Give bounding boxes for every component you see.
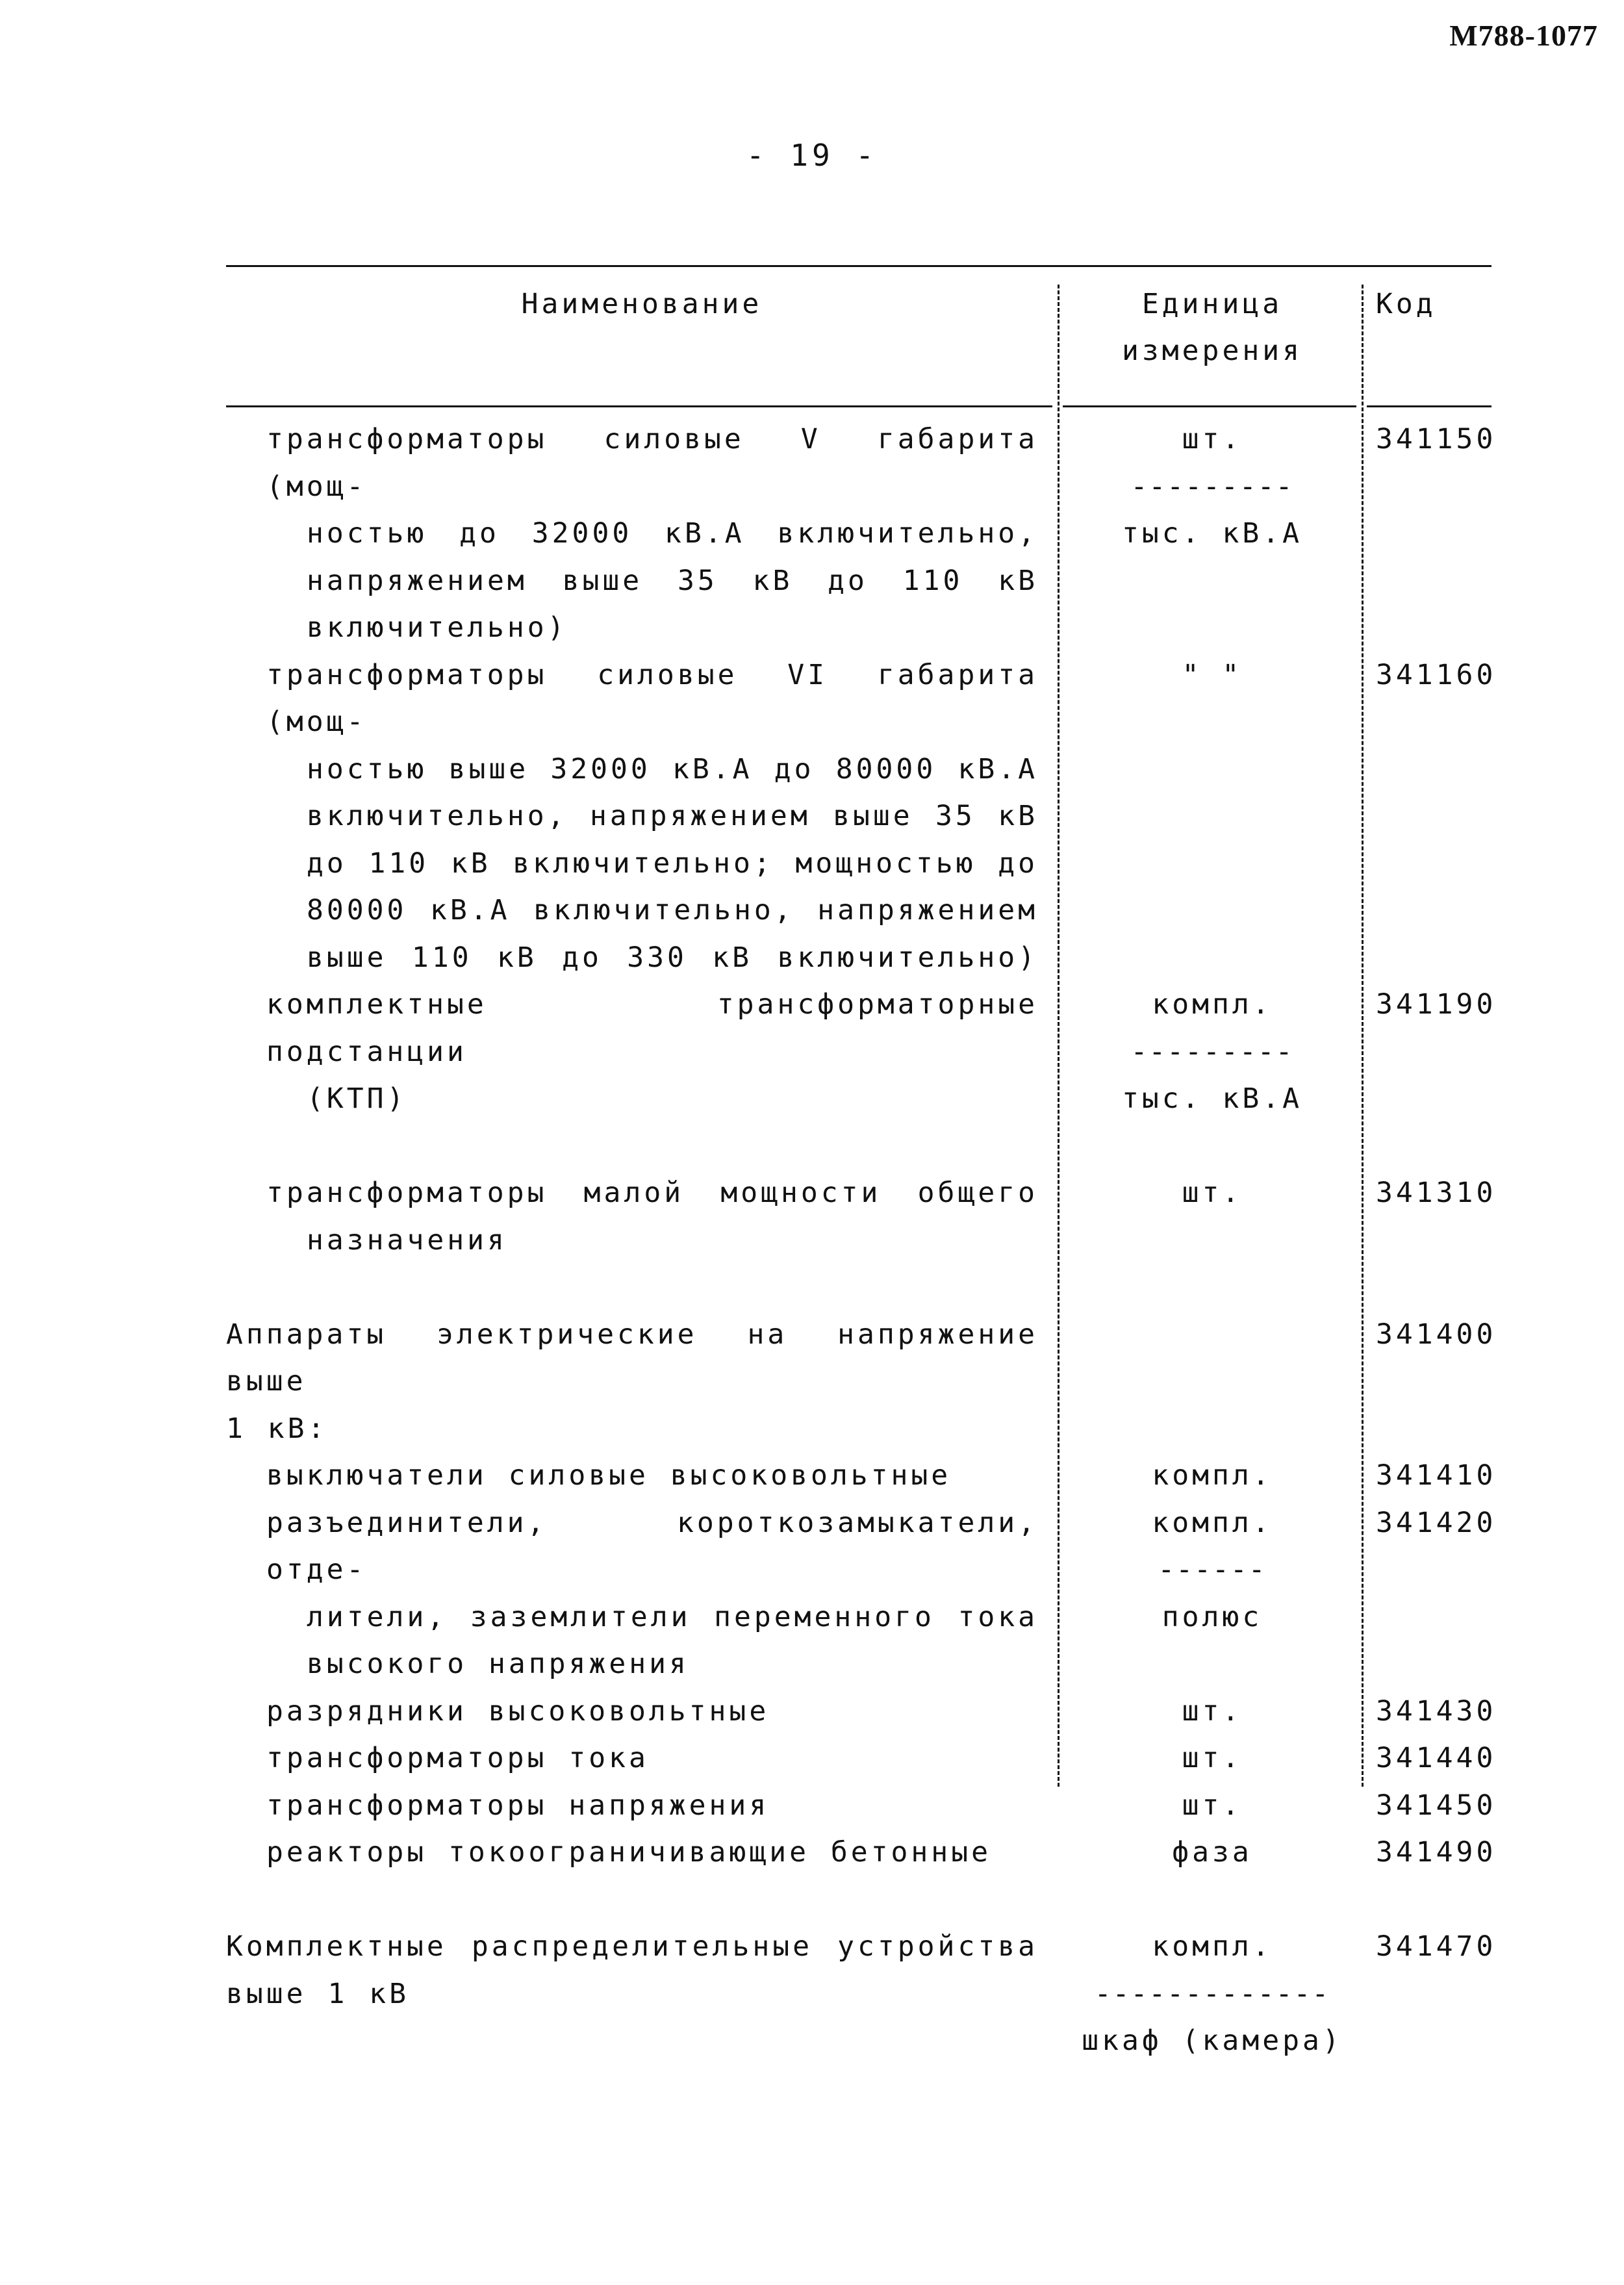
row-code: 341310	[1376, 1177, 1497, 1209]
row-code: 341420	[1376, 1506, 1497, 1539]
row-unit-line: ------	[1158, 1553, 1267, 1586]
row-name-line: трансформаторы напряжения	[266, 1789, 770, 1822]
header-code: Код	[1376, 288, 1436, 320]
header-rule-code	[1367, 405, 1491, 407]
row-unit-line: шт.	[1182, 1789, 1243, 1822]
row-name-line: комплектные трансформаторные подстанции	[266, 988, 1038, 1068]
table-row	[226, 1782, 1497, 1830]
row-name	[226, 1169, 1038, 1264]
row-code: 341470	[1376, 1930, 1497, 1963]
row-name-line: 80000 кВ.А включительно, напряжением	[307, 894, 1038, 926]
table-row	[226, 416, 1497, 652]
row-unit	[1063, 1735, 1362, 1782]
row-name-line: трансформаторы силовые VI габарита (мощ-	[266, 658, 1038, 738]
row-name-line: включительно, напряжением выше 35 кВ	[307, 800, 1038, 832]
row-name	[226, 1688, 1038, 1735]
row-unit-line: шт.	[1182, 1694, 1243, 1728]
row-name	[226, 981, 1038, 1169]
row-unit-line: компл.	[1152, 1506, 1273, 1539]
row-unit-line: шт.	[1182, 1742, 1243, 1774]
row-unit-line: ---------	[1130, 470, 1294, 503]
row-name	[226, 1735, 1038, 1782]
table-row	[226, 1500, 1497, 1688]
row-name-line: трансформаторы силовые V габарита (мощ-	[266, 423, 1038, 503]
row-unit-line: тыс. кВ.А	[1122, 1082, 1302, 1115]
table-row	[226, 1311, 1497, 1453]
row-unit	[1063, 1923, 1362, 2065]
header-rule-name	[226, 405, 1052, 407]
row-unit-line: -------------	[1094, 1977, 1330, 2010]
row-unit-line: ---------	[1130, 1035, 1294, 1068]
row-name	[226, 1923, 1038, 2017]
table-row	[226, 1688, 1497, 1735]
row-unit	[1063, 1500, 1362, 1641]
document-id: М788-1077	[1449, 19, 1598, 52]
table-row	[226, 1735, 1497, 1782]
row-unit-line: компл.	[1152, 1459, 1273, 1492]
row-name-line: разъединители, короткозамыкатели, отде-	[266, 1506, 1038, 1586]
row-name-line: реакторы токоограничивающие бетонные	[266, 1836, 991, 1869]
row-spacer	[226, 1876, 1491, 1924]
row-spacer	[226, 1264, 1491, 1311]
table-row	[226, 1923, 1497, 2057]
page-number: - 19 -	[746, 138, 878, 173]
row-code: 341410	[1376, 1459, 1497, 1492]
row-unit-line: компл.	[1152, 1930, 1273, 1963]
table-row	[226, 981, 1497, 1169]
table-row	[226, 652, 1497, 982]
row-name	[226, 1500, 1038, 1688]
header-unit-line1: Единица	[1141, 288, 1283, 320]
row-unit-line: " "	[1182, 658, 1243, 691]
table-row	[226, 1169, 1497, 1264]
row-name-line: выше 110 кВ до 330 кВ включительно)	[307, 941, 1038, 974]
row-unit	[1063, 1688, 1362, 1735]
row-unit	[1063, 1782, 1362, 1830]
header-name: Наименование	[521, 288, 763, 320]
row-name-line: до 110 кВ включительно; мощностью до	[307, 847, 1038, 880]
row-code: 341400	[1376, 1318, 1497, 1351]
table-top-rule	[226, 265, 1491, 267]
row-unit-line: шкаф (камера)	[1082, 2024, 1343, 2057]
row-code: 341160	[1376, 658, 1497, 691]
row-unit-line: шт.	[1182, 423, 1243, 455]
row-name-line: Комплектные распределительные устройства	[226, 1930, 1038, 1963]
row-unit-line: полюс	[1161, 1600, 1263, 1633]
row-name-line: (КТП)	[307, 1082, 407, 1115]
row-code: 341430	[1376, 1694, 1497, 1728]
row-unit	[1063, 1452, 1362, 1500]
table-row	[226, 1829, 1497, 1876]
row-name-line: включительно)	[307, 611, 568, 644]
row-name	[226, 1311, 1038, 1453]
row-name-line: выключатели силовые высоковольтные	[266, 1459, 952, 1492]
row-unit-line: фаза	[1172, 1836, 1252, 1869]
row-unit-line: шт.	[1182, 1177, 1243, 1209]
row-code: 341190	[1376, 988, 1497, 1021]
row-code: 341150	[1376, 423, 1497, 455]
row-name-line: разрядники высоковольтные	[266, 1694, 770, 1728]
row-name-line: лители, заземлители переменного тока	[307, 1600, 1038, 1633]
table-row	[226, 1452, 1497, 1500]
header-unit	[1063, 281, 1362, 374]
row-name	[226, 416, 1038, 652]
row-name	[226, 1452, 1038, 1500]
row-unit-line: тыс. кВ.А	[1122, 517, 1302, 550]
row-unit	[1063, 1169, 1362, 1217]
header-rule-unit	[1063, 405, 1356, 407]
row-name-line: 1 кВ:	[226, 1412, 328, 1445]
row-code: 341440	[1376, 1742, 1497, 1774]
row-name-line: ностью до 32000 кВ.А включительно,	[307, 517, 1038, 550]
row-code: 341490	[1376, 1836, 1497, 1869]
row-name	[226, 1829, 1038, 1876]
row-unit	[1063, 1829, 1362, 1876]
row-name-line: выше 1 кВ	[226, 1977, 409, 2010]
row-name-line: высокого напряжения	[307, 1648, 689, 1680]
row-code: 341450	[1376, 1789, 1497, 1822]
row-unit-line: компл.	[1152, 988, 1273, 1021]
row-name-line: назначения	[307, 1223, 507, 1257]
row-unit	[1063, 652, 1362, 699]
row-name	[226, 1782, 1038, 1830]
row-name-line: ностью выше 32000 кВ.А до 80000 кВ.А	[307, 752, 1038, 785]
row-name	[226, 652, 1038, 982]
row-unit	[1063, 981, 1362, 1123]
table-body	[226, 416, 1497, 2057]
row-name-line: трансформаторы тока	[266, 1742, 649, 1774]
row-name-line: напряжением выше 35 кВ до 110 кВ	[307, 564, 1038, 597]
row-name-line: трансформаторы малой мощности общего	[266, 1177, 1038, 1209]
header-unit-line2: измерения	[1122, 335, 1302, 367]
row-name-line: Аппараты электрические на напряжение выше	[226, 1318, 1038, 1398]
row-unit	[1063, 416, 1362, 557]
row-name-blank	[266, 1123, 1038, 1170]
